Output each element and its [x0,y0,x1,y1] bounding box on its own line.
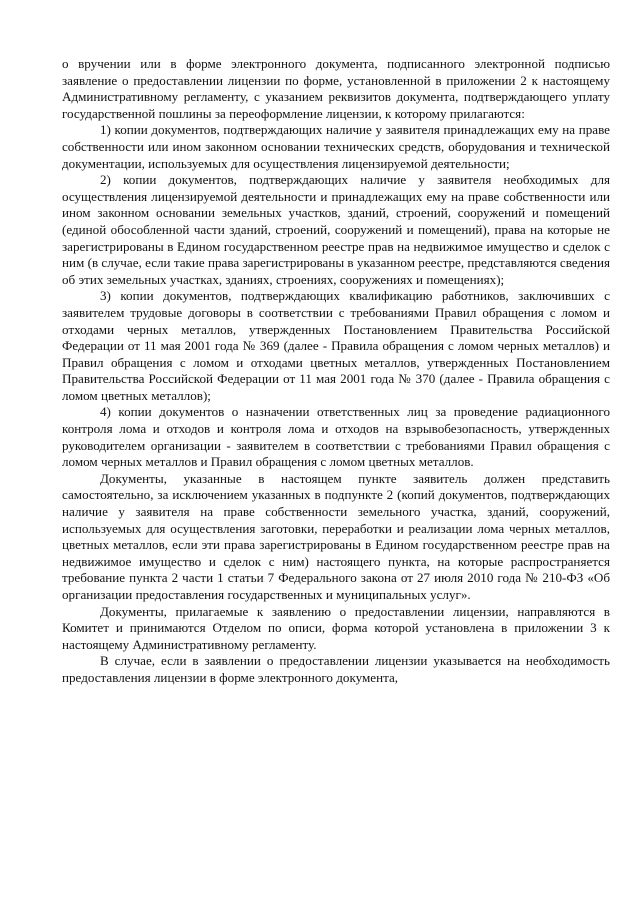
paragraph-documents-self-submission: Документы, указанные в настоящем пункте заявитель должен представить самостоятельно, за исключением указанных в подпункте 2 (копий документов, подтверждающих наличие у заявителя на праве собственности земельного участка, зданий, сооружений, используемых для осуществления заготовки, переработки и реализации лома черных металлов, цветных металлов, если эти права зарегистрированы в Едином государственном реестре прав на недвижимое имущество и сделок с ним) настоящего пункта, на которые распространяется требование пункта 2 части 1 статьи 7 Федерального закона от 27 июля 2010 года № 210-ФЗ «Об организации предоставления государственных и муниципальных услуг». [62,470,610,602]
paragraph-electronic-form: В случае, если в заявлении о предоставлении лицензии указывается на необходимость предоставления лицензии в форме электронного документа, [62,653,610,685]
paragraph-continuation: о вручении или в форме электронного документа, подписанного электронной подписью заявление о предоставлении лицензии по форме, установленной в приложении 2 к настоящему Административному регламенту, с указанием реквизитов документа, подтверждающего уплату государственной пошлины за переоформление лицензии, к которому прилагаются: [62,56,610,121]
paragraph-documents-inventory: Документы, прилагаемые к заявлению о предоставлении лицензии, направляются в Комитет и принимаются Отделом по описи, форма которой установлена в приложении 3 к настоящему Административному регламенту. [62,603,610,652]
paragraph-item-3: 3) копии документов, подтверждающих квалификацию работников, заключивших с заявителем трудовые договоры в соответствии с требованиями Правил обращения с ломом и отходами черных металлов, утвержденных Постановлением Правительства Российской Федерации от 11 мая 2001 года № 369 (далее - Правила обращения с ломом черных металлов) и Правил обращения с ломом и отходами цветных металлов, утвержденных Постановлением Правительства Российской Федерации от 11 мая 2001 года № 370 (далее - Правила обращения с ломом цветных металлов); [62,288,610,403]
document-page [62,56,610,687]
paragraph-item-2: 2) копии документов, подтверждающих наличие у заявителя необходимых для осуществления лицензируемой деятельности и принадлежащих ему на праве собственности или ином законном основании земельных участков, зданий, строений, сооружений и помещений (единой обособленной части зданий, строений, сооружений и помещений), права на которые не зарегистрированы в Едином государственном реестре прав на недвижимое имущество и сделок с ним (в случае, если такие права зарегистрированы в указанном реестре, представляются сведения об этих земельных участках, зданиях, строениях, сооружениях и помещениях); [62,172,610,287]
paragraph-item-1: 1) копии документов, подтверждающих наличие у заявителя принадлежащих ему на праве собственности или ином законном основании технических средств, оборудования и технической документации, используемых для осуществления лицензируемой деятельности; [62,122,610,171]
paragraph-item-4: 4) копии документов о назначении ответственных лиц за проведение радиационного контроля лома и отходов и контроля лома и отходов на взрывобезопасность, утвержденных руководителем организации - заявителем в соответствии с требованиями Правил обращения с ломом черных металлов и Правил обращения с ломом цветных металлов. [62,404,610,470]
